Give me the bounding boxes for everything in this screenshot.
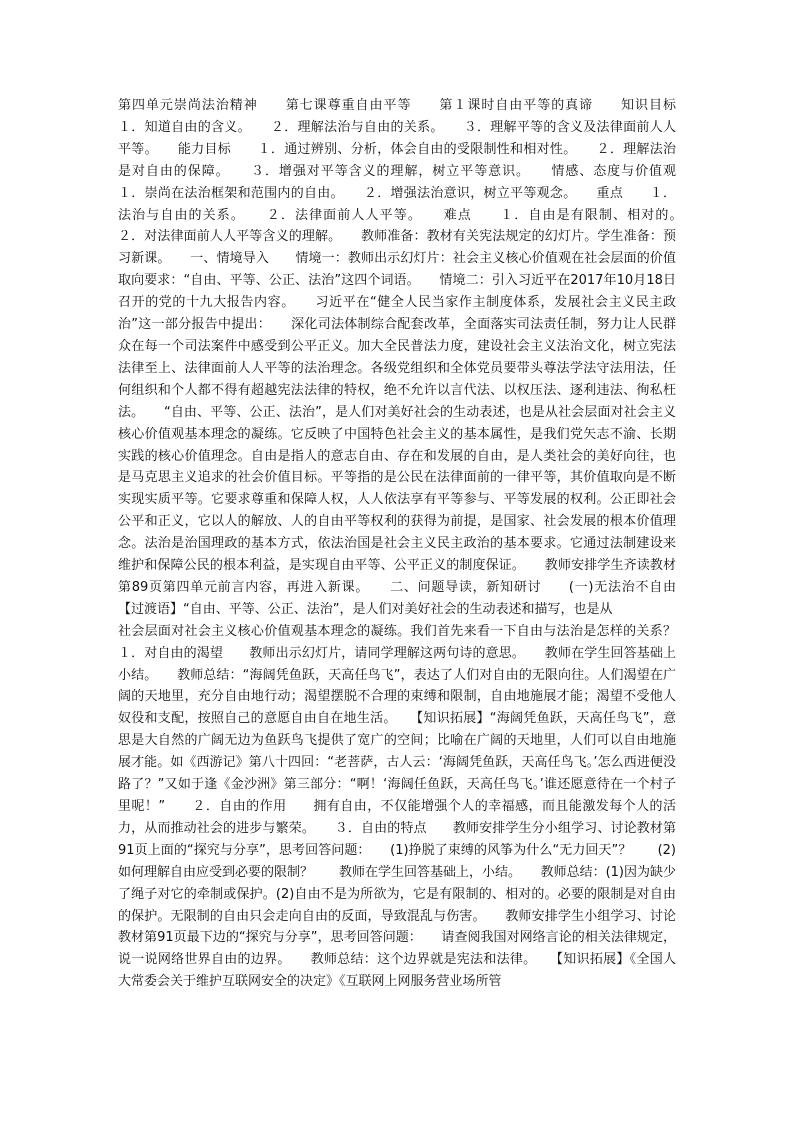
document-page xyxy=(118,95,703,993)
body-paragraph-2: 社会层面对社会主义核心价值观基本理念的凝练。我们首先来看一下自由与法治是怎样的关系？ １．对自由的渴望 教师出示幻灯片，请同学理解这两句诗的意思。 教师在学生回答基础上小结。 教师总结：“海阔凭鱼跃，天高任鸟飞”，表达了人们对自由的无限向往。人们渴望在广阔的天地里，充分自由地行动；渴望摆脱不合理的束缚和限制，自由地施展才能；渴望不受他人奴役和支配，按照自己的意愿自由自在地生活。 【知识拓展】“海阔凭鱼跃，天高任鸟飞”，意思是大自然的广阔无边为鱼跃鸟飞提供了宽广的空间；比喻在广阔的天地里，人们可以自由地施展才能。如《西游记》第八十四回：“老菩萨，古人云：‘海阔凭鱼跃，天高任鸟飞。’怎么西进便没路了？”又如于逢《金沙洲》第三部分：“啊！‘海阔任鱼跃，天高任鸟飞。’谁还愿意待在一个村子里呢！” ２．自由的作用 拥有自由，不仅能增强个人的幸福感，而且能激发每个人的活力，从而推动社会的进步与繁荣。 ３．自由的特点 教师安排学生分小组学习、讨论教材第91页上面的“探究与分享”，思考回答问题： (1)挣脱了束缚的风筝为什么“无力回天”？ (2)如何理解自由应受到必要的限制？ 教师在学生回答基础上，小结。 教师总结：(1)因为缺少了绳子对它的牵制或保护。(2)自由不是为所欲为，它是有限制的、相对的。必要的限制是对自由的保护。无限制的自由只会走向自由的反面，导致混乱与伤害。 教师安排学生小组学习、讨论教材第91页最下边的“探究与分享”，思考回答问题： 请查阅我国对网络言论的相关法律规定，说一说网络世界自由的边界。 教师总结：这个边界就是宪法和法律。 【知识拓展】《全国人大常委会关于维护互联网安全的决定》《互联网上网服务营业场所管 xyxy=(118,623,703,990)
body-paragraph-1: 第四单元崇尚法治精神 第七课尊重自由平等 第１课时自由平等的真谛 知识目标 １．知道自由的含义。 ２．理解法治与自由的关系。 ３．理解平等的含义及法律面前人人平等。 能力目标 １．通过辨别、分析，体会自由的受限制性和相对性。 ２．理解法治是对自由的保障。 ３．增强对平等含义的理解，树立平等意识。 情感、态度与价值观 １．崇尚在法治框架和范围内的自由。 ２．增强法治意识，树立平等观念。 重点 １．法治与自由的关系。 ２．法律面前人人平等。 难点 １．自由是有限制、相对的。 ２．对法律面前人人平等含义的理解。 教师准备：教材有关宪法规定的幻灯片。学生准备：预习新课。 一、情境导入 情境一：教师出示幻灯片：社会主义核心价值观在社会层面的价值取向要求：“自由、平等、公正、法治”这四个词语。 情境二：引入习近平在2017年10月18日召开的党的十九大报告内容。 习近平在“健全人民当家作主制度体系，发展社会主义民主政治”这一部分报告中提出： 深化司法体制综合配套改革，全面落实司法责任制，努力让人民群众在每一个司法案件中感受到公平正义。加大全民普法力度，建设社会主义法治文化，树立宪法法律至上、法律面前人人平等的法治理念。各级党组织和全体党员要带头尊法学法守法用法，任何组织和个人都不得有超越宪法法律的特权，绝不允许以言代法、以权压法、逐利违法、徇私枉法。 “自由、平等、公正、法治”，是人们对美好社会的生动表述，也是从社会层面对社会主义核心价值观基本理念的凝练。它反映了中国特色社会主义的基本属性，是我们党矢志不渝、长期实践的核心价值理念。自由是指人的意志自由、存在和发展的自由，是人类社会的美好向往，也是马克思主义追求的社会价值目标。平等指的是公民在法律面前的一律平等，其价值取向是不断实现实质平等。它要求尊重和保障人权，人人依法享有平等参与、平等发展的权利。公正即社会公平和正义，它以人的解放、人的自由平等权利的获得为前提，是国家、社会发展的根本价值理念。法治是治国理政的基本方式，依法治国是社会主义民主政治的基本要求。它通过法制建设来维护和保障公民的根本利益，是实现自由平等、公平正义的制度保证。 教师安排学生齐读教材第89页第四单元前言内容，再进入新课。 二、问题导读，新知研讨 (一)无法治不自由 【过渡语】“自由、平等、公正、法治”，是人们对美好社会的生动表述和描写，也是从 xyxy=(118,98,703,617)
